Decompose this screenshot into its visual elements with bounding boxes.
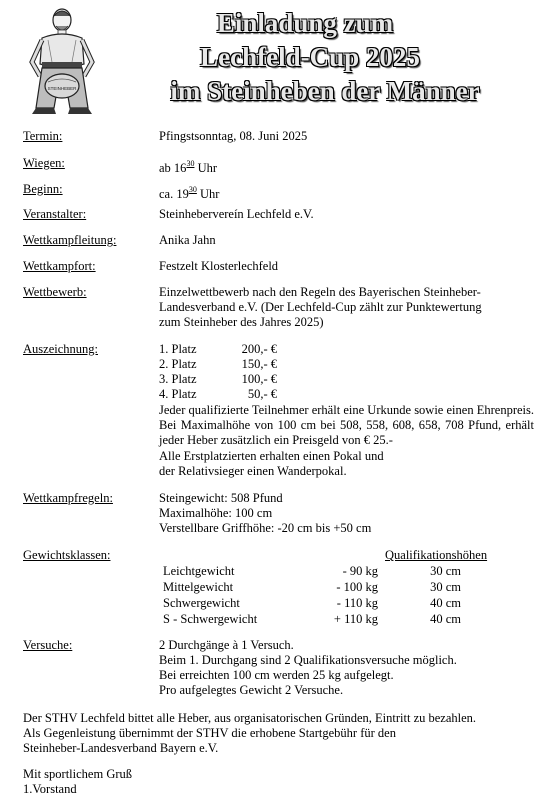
prize-row xyxy=(159,372,289,387)
title-line-2: Lechfeld-Cup 2025 xyxy=(200,42,420,72)
weight-class-row xyxy=(163,612,473,627)
prize-amount: 50,- € xyxy=(247,387,277,401)
versuche-line: Pro aufgelegtes Gewicht 2 Versuche. xyxy=(159,683,344,697)
versuche-label: Versuche: xyxy=(23,638,73,652)
wettbewerb-line: zum Steinheber des Jahres 2025) xyxy=(159,315,324,329)
wettbewerb-line: Landesverband e.V. (Der Lechfeld-Cup zählt zur Punktewertung xyxy=(159,300,482,314)
footer-line: Als Gegenleistung übernimmt der STHV die erhobene Startgebühr für den xyxy=(23,726,396,740)
weight-class-limit: - 100 kg xyxy=(336,580,378,594)
prize-row xyxy=(159,342,289,357)
footer-line: Der STHV Lechfeld bittet alle Heber, aus organisatorischen Gründen, Eintritt zu bezahlen. xyxy=(23,711,477,725)
weight-class-height: 30 cm xyxy=(430,564,461,578)
auszeichnung-prizes xyxy=(159,342,289,402)
weight-class-limit: + 110 kg xyxy=(333,612,378,626)
beginn-value xyxy=(159,182,220,201)
versuche-text xyxy=(159,638,457,698)
auszeichnung-label: Auszeichnung: xyxy=(23,342,98,356)
prize-amount: 150,- € xyxy=(241,357,277,371)
wettkampfort-label: Wettkampfort: xyxy=(23,259,96,273)
weight-class-height: 40 cm xyxy=(430,596,461,610)
weight-class-limit: - 110 kg xyxy=(336,596,378,610)
auszeichnung-line: der Relativsieger einen Wanderpokal. xyxy=(159,464,347,478)
auszeichnung-line: Alle Erstplatzierten erhalten einen Pokal und xyxy=(159,449,384,463)
wiegen-minutes: 30 xyxy=(186,159,195,168)
regel-line: Steingewicht: 508 Pfund xyxy=(159,491,283,505)
auszeichnung-text: Jeder qualifizierte Teilnehmer erhält eine Urkunde sowie einen Ehrenpreis. Bei Maximalhöhe von 100 cm bei 508, 558, 608, 658, 708 Pfund, erhält jeder Heber zusätzlich ein Preisgeld von € 25.- xyxy=(159,403,534,447)
beginn-minutes: 30 xyxy=(188,185,197,194)
prize-row xyxy=(159,387,289,402)
termin-label: Termin: xyxy=(23,129,63,143)
weight-class-row xyxy=(163,596,473,611)
title-line-1: Einladung zum xyxy=(216,8,394,38)
wiegen-time: ab 16 xyxy=(159,161,187,175)
veranstalter-value: Steinhebervereín Lechfeld e.V. xyxy=(159,207,314,221)
prize-place: 3. Platz xyxy=(159,372,197,386)
wettkampfleitung-value: Anika Jahn xyxy=(159,233,216,247)
prize-place: 2. Platz xyxy=(159,357,197,371)
beginn-label: Beginn: xyxy=(23,182,63,196)
weight-class-row xyxy=(163,580,473,595)
stone-label: STEINHEBER xyxy=(47,86,77,91)
wettbewerb-text xyxy=(159,285,482,330)
footer-line: Steinheber-Landesverband Bayern e.V. xyxy=(23,741,219,755)
wettbewerb-line: Einzelwettbewerb nach den Regeln des Bayerischen Steinheber- xyxy=(159,285,481,299)
wettkampfregeln-label: Wettkampfregeln: xyxy=(23,491,113,505)
beginn-suffix: Uhr xyxy=(199,187,220,201)
wettkampfort-value: Festzelt Klosterlechfeld xyxy=(159,259,279,273)
closing xyxy=(23,767,132,797)
weight-class-height: 40 cm xyxy=(430,612,461,626)
wettbewerb-label: Wettbewerb: xyxy=(23,285,87,299)
footer-paragraph xyxy=(23,711,476,756)
prize-place: 4. Platz xyxy=(159,387,197,401)
auszeichnung-extra xyxy=(159,449,384,479)
prize-amount: 200,- € xyxy=(241,342,277,356)
weight-class-name: Mittelgewicht xyxy=(163,580,234,594)
prize-amount: 100,- € xyxy=(241,372,277,386)
versuche-line: Beim 1. Durchgang sind 2 Qualifikationsversuche möglich. xyxy=(159,653,457,667)
weight-class-row xyxy=(163,564,473,579)
greeting: Mit sportlichem Gruß xyxy=(23,767,133,781)
regel-line: Maximalhöhe: 100 cm xyxy=(159,506,273,520)
wiegen-value xyxy=(159,156,218,175)
regel-line: Verstellbare Griffhöhe: -20 cm bis +50 cm xyxy=(159,521,372,535)
veranstalter-label: Veranstalter: xyxy=(23,207,87,221)
termin-value: Pfingstsonntag, 08. Juni 2025 xyxy=(159,129,308,143)
wettkampfregeln-text xyxy=(159,491,371,536)
signature: 1.Vorstand xyxy=(23,782,77,796)
weight-class-name: Leichtgewicht xyxy=(163,564,235,578)
prize-place: 1. Platz xyxy=(159,342,197,356)
versuche-line: 2 Durchgänge à 1 Versuch. xyxy=(159,638,294,652)
weight-class-height: 30 cm xyxy=(430,580,461,594)
wiegen-suffix: Uhr xyxy=(197,161,218,175)
prize-row xyxy=(159,357,289,372)
beginn-time: ca. 19 xyxy=(159,187,189,201)
wettkampfleitung-label: Wettkampfleitung: xyxy=(23,233,117,247)
title-line-3: im Steinheben der Männer xyxy=(170,76,480,106)
weight-class-limit: - 90 kg xyxy=(342,564,378,578)
wiegen-label: Wiegen: xyxy=(23,156,65,170)
qualification-header: Qualifikationshöhen xyxy=(385,548,488,562)
gewichtsklassen-label: Gewichtsklassen: xyxy=(23,548,111,562)
versuche-line: Bei erreichten 100 cm werden 25 kg aufgelegt. xyxy=(159,668,394,682)
weight-class-name: S - Schwergewicht xyxy=(163,612,258,626)
weight-class-name: Schwergewicht xyxy=(163,596,240,610)
